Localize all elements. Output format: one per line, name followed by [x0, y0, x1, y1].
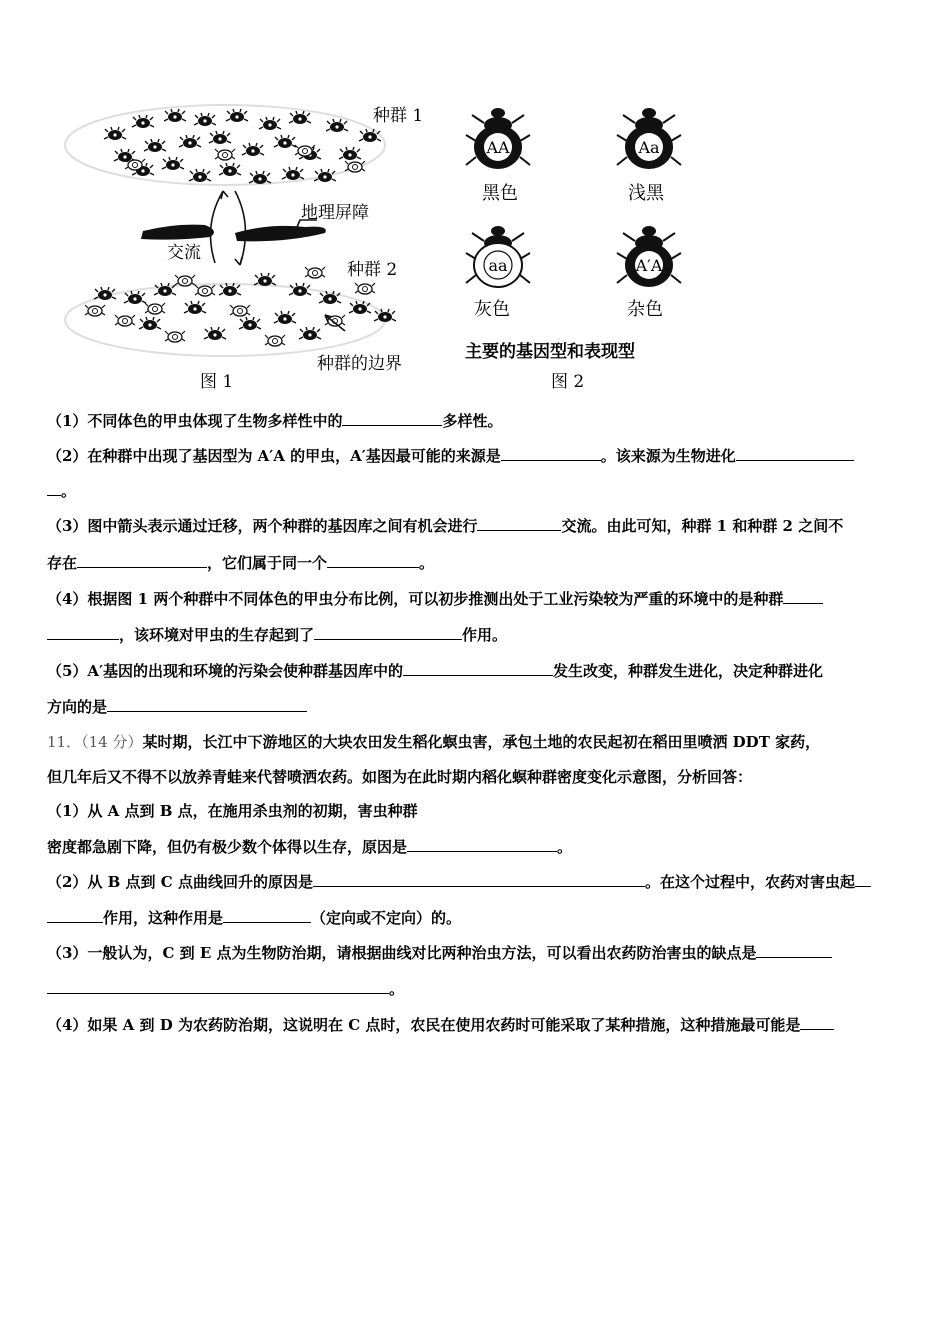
q11-part1-cont: 密度都急剧下降，但仍有极少数个体得以生存，原因是 。 [47, 838, 573, 856]
figure-1 [65, 105, 423, 392]
q10-part5-cont: 方向的是 [47, 696, 307, 717]
answer-blank[interactable] [783, 588, 823, 604]
figure-beetle-populations [55, 95, 715, 395]
answer-blank[interactable] [501, 445, 601, 461]
answer-blank[interactable] [313, 871, 645, 887]
population-1-label: 种群 1 [373, 106, 424, 126]
q10-part4: （4）根据图 1 两个种群中不同体色的甲虫分布比例，可以初步推测出处于工业污染较为严重的环境中的是种群 [47, 588, 823, 609]
q10-part3: （3）图中箭头表示通过迁移，两个种群的基因库之间有机会进行 交流。由此可知，种群 1 和种群 2 之间不 [47, 517, 844, 535]
answer-blank[interactable] [314, 624, 462, 640]
figure-2-subtitle: 主要的基因型和表现型 [465, 342, 635, 362]
geographic-barrier [141, 225, 326, 242]
answer-blank[interactable] [756, 942, 832, 958]
q10-part2: （2）在种群中出现了基因型为 A′A 的甲虫，A′基因最可能的来源是 。该来源为生物进化 [47, 445, 854, 466]
figure-2 [465, 108, 681, 392]
q11-part1: （1）从 A 点到 B 点，在施用杀虫剂的初期，害虫种群 [47, 802, 418, 820]
population-2-label: 种群 2 [347, 260, 398, 280]
q11-part3: （3）一般认为，C 到 E 点为生物防治期，请根据曲线对比两种治虫方法，可以看出农药防治害虫的缺点是 [47, 942, 832, 963]
q10-part1: （1）不同体色的甲虫体现了生物多样性中的 多样性。 [47, 412, 503, 430]
genotype-A-prime-A: A′A [635, 256, 663, 275]
phenotype-light-black: 浅黑 [628, 183, 664, 204]
q11-part2-cont: 作用，这种作用是 （定向或不定向）的。 [47, 907, 461, 928]
q10-part2-cont: 。 [47, 480, 76, 501]
q10-part3-cont: 存在 ，它们属于同一个 。 [47, 554, 435, 572]
phenotype-black: 黑色 [482, 183, 518, 204]
q11-stem-cont: 但几年后又不得不以放养青蛙来代替喷洒农药。如图为在此时期内稻化螟种群密度变化示意图，分析回答： [47, 768, 753, 786]
q10-part5: （5）A′基因的出现和环境的污染会使种群基因库中的 发生改变，种群发生进化，决定种群进化 [47, 662, 824, 680]
beetle-AA [466, 108, 530, 169]
answer-blank[interactable] [47, 624, 119, 640]
genotype-Aa: Aa [638, 138, 660, 157]
beetle-A-prime-A [617, 226, 681, 287]
answer-blank[interactable] [477, 515, 561, 531]
q11-part4: （4）如果 A 到 D 为农药防治期，这说明在 C 点时，农民在使用农药时可能采取了某种措施，这种措施最可能是 [47, 1014, 834, 1035]
phenotype-grey: 灰色 [474, 299, 510, 320]
answer-blank[interactable] [855, 871, 871, 887]
figure-1-caption: 图 1 [200, 372, 234, 392]
beetle-aa [466, 226, 530, 287]
genotype-AA: AA [486, 138, 510, 157]
answer-blank[interactable] [47, 907, 103, 923]
genotype-aa: aa [488, 256, 508, 275]
barrier-label: 地理屏障 [301, 203, 369, 223]
q11-part3-cont: 。 [47, 978, 404, 999]
q11-number: 11．（14 分） [47, 733, 143, 751]
exchange-label: 交流 [167, 243, 201, 263]
boundary-label: 种群的边界 [317, 354, 402, 374]
q11-stem: 11．（14 分）某时期，长江中下游地区的大块农田发生稻化螟虫害，承包土地的农民起初在稻田里喷洒 DDT 家药， [47, 733, 821, 751]
answer-blank[interactable] [407, 836, 557, 852]
phenotype-mottled: 杂色 [627, 299, 663, 320]
answer-blank[interactable] [736, 445, 854, 461]
figure-2-caption: 图 2 [551, 372, 585, 392]
answer-blank[interactable] [800, 1014, 834, 1030]
q11-part2: （2）从 B 点到 C 点曲线回升的原因是 。在这个过程中，农药对害虫起 [47, 871, 871, 892]
answer-blank[interactable] [47, 480, 61, 496]
answer-blank[interactable] [342, 410, 442, 426]
q10-part4-cont: ，该环境对甲虫的生存起到了 作用。 [47, 624, 507, 645]
answer-blank[interactable] [403, 660, 553, 676]
answer-blank[interactable] [77, 552, 207, 568]
answer-blank[interactable] [47, 978, 389, 994]
answer-blank[interactable] [327, 552, 419, 568]
answer-blank[interactable] [223, 907, 311, 923]
beetle-Aa [617, 108, 681, 169]
answer-blank[interactable] [107, 696, 307, 712]
